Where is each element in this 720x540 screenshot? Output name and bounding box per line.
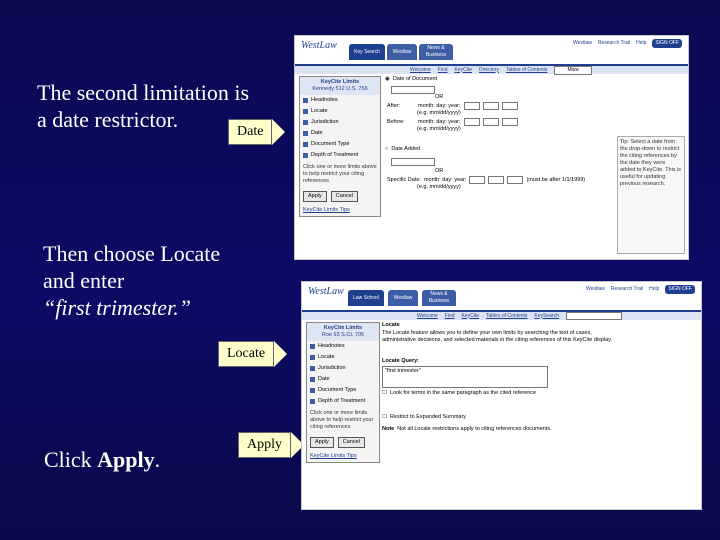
intro-text xyxy=(37,79,249,133)
tab-key-search[interactable]: Key Search xyxy=(349,44,385,60)
locate-title: Locate xyxy=(382,322,400,328)
cancel-button[interactable]: Cancel xyxy=(338,437,365,448)
nav-keycite[interactable]: KeyCite xyxy=(461,312,479,319)
before-year-input[interactable] xyxy=(502,118,518,126)
date-callout-label: Date xyxy=(228,119,272,145)
or-label-2: OR xyxy=(435,168,444,174)
sidebar-buttons xyxy=(300,188,380,205)
locate-callout-label: Locate xyxy=(218,341,274,367)
search-dropdown[interactable] xyxy=(566,312,622,320)
bullet-icon xyxy=(310,399,315,404)
before-month-input[interactable] xyxy=(464,118,480,126)
locate-query-input[interactable] xyxy=(382,366,548,388)
link-research-trail[interactable]: Research Trail xyxy=(597,40,631,46)
sidebar-item-locate[interactable]: Locate xyxy=(307,352,379,363)
apply-button[interactable]: Apply xyxy=(303,191,327,202)
date-of-document-option[interactable]: ◉ Date of Document xyxy=(385,76,438,82)
same-paragraph-option[interactable]: ☐ Look for terms in the same paragraph as the cited reference xyxy=(382,390,537,396)
link-help[interactable]: Help xyxy=(649,286,660,292)
sidebar-title: KeyCite Limits Roe 93 S.Ct. 705 xyxy=(307,323,379,341)
intro-line-1: The second limitation is xyxy=(37,80,250,105)
date-tip: Tip: Select a date from the drop-down to restrict the citing references by the date they were added to KeyCite. This is useful for updating previous research. xyxy=(617,136,685,254)
after-row: After: month: day: year: xyxy=(387,102,518,110)
nav-find[interactable]: Find xyxy=(444,312,455,319)
sub-navigation xyxy=(302,312,701,320)
instruction-line-3: “first trimester.” xyxy=(43,295,191,320)
bullet-icon xyxy=(303,109,308,114)
screenshot-date-limits xyxy=(294,35,689,260)
date-added-select[interactable] xyxy=(391,158,435,166)
link-westlaw[interactable]: Westlaw xyxy=(586,286,605,292)
apply-callout xyxy=(238,432,304,458)
date-callout xyxy=(228,119,285,145)
bullet-icon xyxy=(310,344,315,349)
sidebar-buttons xyxy=(307,434,379,451)
sidebar-note: Click one or more limits above to help restrict your citing references xyxy=(310,410,374,430)
sidebar-item-headnotes[interactable]: Headnotes xyxy=(307,341,379,352)
nav-directory[interactable]: Directory xyxy=(479,66,500,73)
nav-toc[interactable]: Tables of Contents xyxy=(486,312,528,319)
westlaw-header xyxy=(295,36,688,66)
link-research-trail[interactable]: Research Trail xyxy=(610,286,644,292)
apply-instruction-text xyxy=(44,446,160,473)
after-year-input[interactable] xyxy=(502,102,518,110)
top-links xyxy=(586,285,695,294)
sidebar-item-depth[interactable]: Depth of Treatment xyxy=(300,150,380,161)
sidebar-item-date[interactable]: Date xyxy=(307,374,379,385)
tab-news-business[interactable]: News & Business xyxy=(419,44,453,60)
westlaw-header xyxy=(302,282,701,312)
nav-keysearch[interactable]: KeySearch xyxy=(534,312,559,319)
bullet-icon xyxy=(310,366,315,371)
bullet-icon xyxy=(303,142,308,147)
before-row: Before: month: day: year: xyxy=(387,118,518,126)
link-help[interactable]: Help xyxy=(636,40,647,46)
expanded-summary-option[interactable]: ☐ Restrict to Expanded Summary xyxy=(382,414,467,420)
nav-find[interactable]: Find xyxy=(437,66,448,73)
bullet-icon xyxy=(303,153,308,158)
apply-prefix: Click xyxy=(44,447,98,472)
note-label: Note xyxy=(382,426,395,432)
sidebar-item-jurisdiction[interactable]: Jurisdiction xyxy=(307,363,379,374)
apply-button[interactable]: Apply xyxy=(310,437,334,448)
locate-instruction-text xyxy=(43,240,220,321)
screenshot-locate xyxy=(301,281,702,510)
query-label: Locate Query: xyxy=(382,358,419,364)
note-row xyxy=(382,426,552,433)
sidebar-note: Click one or more limits above to help restrict your citing references xyxy=(303,164,377,184)
sidebar-item-jurisdiction[interactable]: Jurisdiction xyxy=(300,117,380,128)
apply-callout-label: Apply xyxy=(238,432,291,458)
or-label-1: OR xyxy=(435,94,444,100)
sign-off-button[interactable]: SIGN OFF xyxy=(652,39,682,48)
tab-westlaw[interactable]: Westlaw xyxy=(387,44,417,60)
tab-westlaw[interactable]: Westlaw xyxy=(388,290,418,306)
top-links xyxy=(573,39,682,48)
specific-year-input[interactable] xyxy=(507,176,523,184)
specific-month-input[interactable] xyxy=(469,176,485,184)
sidebar-item-depth[interactable]: Depth of Treatment xyxy=(307,396,379,407)
westlaw-logo: WestLaw xyxy=(301,40,337,51)
date-doc-select[interactable] xyxy=(391,86,435,94)
sidebar-item-locate[interactable]: Locate xyxy=(300,106,380,117)
apply-suffix: . xyxy=(154,447,161,472)
bullet-icon xyxy=(310,388,315,393)
note-text: Not all Locate restrictions apply to citing references documents. xyxy=(397,426,552,432)
locate-callout-arrow xyxy=(274,341,287,367)
nav-toc[interactable]: Tables of Contents xyxy=(506,66,548,73)
link-westlaw[interactable]: Westlaw xyxy=(573,40,592,46)
bullet-icon xyxy=(310,377,315,382)
keycite-limits-sidebar xyxy=(306,322,380,463)
limits-tips-link[interactable]: KeyCite Limits Tips xyxy=(303,207,350,213)
specific-format: (e.g. mm/dd/yyyy) xyxy=(417,184,461,190)
after-format: (e.g. mm/dd/yyyy) xyxy=(417,110,461,116)
locate-callout xyxy=(218,341,287,367)
sidebar-item-document-type[interactable]: Document Type xyxy=(307,385,379,396)
specific-day-input[interactable] xyxy=(488,176,504,184)
tab-law-school[interactable]: Law School xyxy=(348,290,384,306)
before-format: (e.g. mm/dd/yyyy) xyxy=(417,126,461,132)
tab-news-business[interactable]: News & Business xyxy=(422,290,456,306)
before-day-input[interactable] xyxy=(483,118,499,126)
bullet-icon xyxy=(303,98,308,103)
date-form xyxy=(385,76,684,255)
intro-line-2: a date restrictor. xyxy=(37,107,179,132)
after-day-input[interactable] xyxy=(483,102,499,110)
locate-description: The Locate feature allows you to define your own limits by searching the text of cases, administrative decisions, and selected materials in the citing references of this KeyCite display. xyxy=(382,330,613,343)
nav-more[interactable]: More xyxy=(554,66,591,75)
sign-off-button[interactable]: SIGN OFF xyxy=(665,285,695,294)
date-callout-arrow xyxy=(272,119,285,145)
apply-bold: Apply xyxy=(97,447,155,472)
specific-date-row: Specific Date: month: day: year: (must be after 1/1/1999) xyxy=(387,176,586,183)
locate-query-value: "first trimester" xyxy=(385,368,421,374)
instruction-line-1: Then choose Locate xyxy=(43,241,221,266)
limits-tips-link[interactable]: KeyCite Limits Tips xyxy=(310,453,357,459)
keycite-limits-sidebar xyxy=(299,76,381,217)
cancel-button[interactable]: Cancel xyxy=(331,191,358,202)
nav-welcome[interactable]: Welcome xyxy=(410,66,431,73)
sub-navigation xyxy=(295,66,688,74)
sidebar-title: KeyCite Limits Kennedy 512 U.S. 756 xyxy=(300,77,380,95)
sidebar-item-date[interactable]: Date xyxy=(300,128,380,139)
sidebar-item-document-type[interactable]: Document Type xyxy=(300,139,380,150)
nav-welcome[interactable]: Welcome xyxy=(417,312,438,319)
westlaw-logo: WestLaw xyxy=(308,286,344,297)
locate-form xyxy=(382,322,697,505)
sidebar-item-headnotes[interactable]: Headnotes xyxy=(300,95,380,106)
nav-keycite[interactable]: KeyCite xyxy=(454,66,472,73)
bullet-icon xyxy=(310,355,315,360)
bullet-icon xyxy=(303,131,308,136)
after-month-input[interactable] xyxy=(464,102,480,110)
instruction-line-2: and enter xyxy=(43,268,125,293)
bullet-icon xyxy=(303,120,308,125)
date-added-option[interactable]: ○ Date Added xyxy=(385,146,421,152)
